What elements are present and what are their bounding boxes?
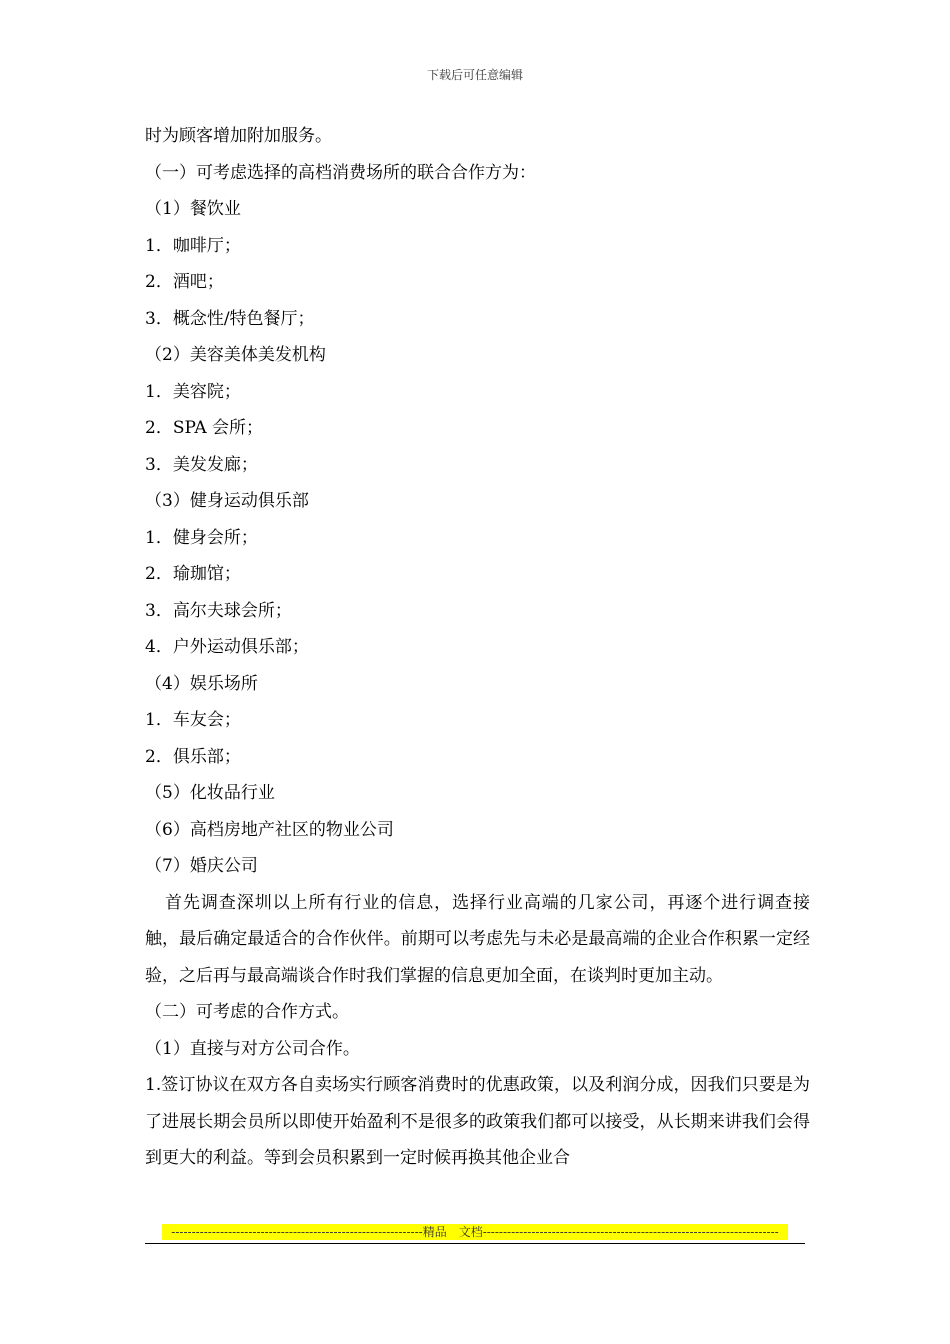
list-item: 2．俱乐部；	[145, 746, 241, 767]
category-heading: （1）餐饮业	[145, 199, 241, 219]
text-line: 时为顾客增加附加服务。	[145, 126, 332, 146]
category-heading: （7）婚庆公司	[145, 856, 258, 876]
list-item: 3．高尔夫球会所；	[145, 600, 292, 621]
list-item: 1．健身会所；	[145, 527, 258, 548]
category-heading: （6）高档房地产社区的物业公司	[145, 819, 394, 840]
list-item: 2．瑜珈馆；	[145, 564, 241, 584]
list-item: 3．概念性/特色餐厅；	[145, 308, 315, 329]
list-item: 2．酒吧；	[145, 272, 224, 292]
list-item: 2．SPA 会所；	[145, 418, 264, 438]
category-heading: （1）直接与对方公司合作。	[145, 1038, 360, 1059]
section-heading: （一）可考虑选择的高档消费场所的联合合作方为：	[145, 162, 536, 183]
list-item: 1．咖啡厅；	[145, 235, 241, 256]
footer-rule	[145, 1243, 805, 1244]
document-body	[145, 118, 810, 1177]
paragraph: 1.签订协议在双方各自卖场实行顾客消费时的优惠政策，以及利润分成，因我们只要是为了进展长期会员所以即使开始盈利不是很多的政策我们都可以接受，从长期来讲我们会得到更大的利益。等到会员积累到一定时候再换其他企业合	[145, 1075, 810, 1168]
category-heading: （5）化妆品行业	[145, 783, 275, 803]
header-note: 下载后可任意编辑	[426, 68, 523, 82]
list-item: 1．车友会；	[145, 710, 241, 730]
paragraph: 首先调查深圳以上所有行业的信息，选择行业高端的几家公司，再逐个进行调查接触，最后确定最适合的合作伙伴。前期可以考虑先与未必是最高端的企业合作积累一定经验，之后再与最高端谈合作时我们掌握的信息更加全面，在谈判时更加主动。	[145, 892, 810, 986]
category-heading: （4）娱乐场所	[145, 673, 258, 694]
category-heading: （2）美容美体美发机构	[145, 345, 326, 365]
list-item: 1．美容院；	[145, 381, 241, 402]
list-item: 4．户外运动俱乐部；	[145, 637, 309, 657]
footer-banner: --------------------------------------------------------------精品 文档-------------------------------------------------------------------------	[162, 1224, 788, 1240]
section-heading: （二）可考虑的合作方式。	[145, 1002, 349, 1022]
category-heading: （3）健身运动俱乐部	[145, 491, 309, 511]
list-item: 3．美发发廊；	[145, 454, 258, 475]
